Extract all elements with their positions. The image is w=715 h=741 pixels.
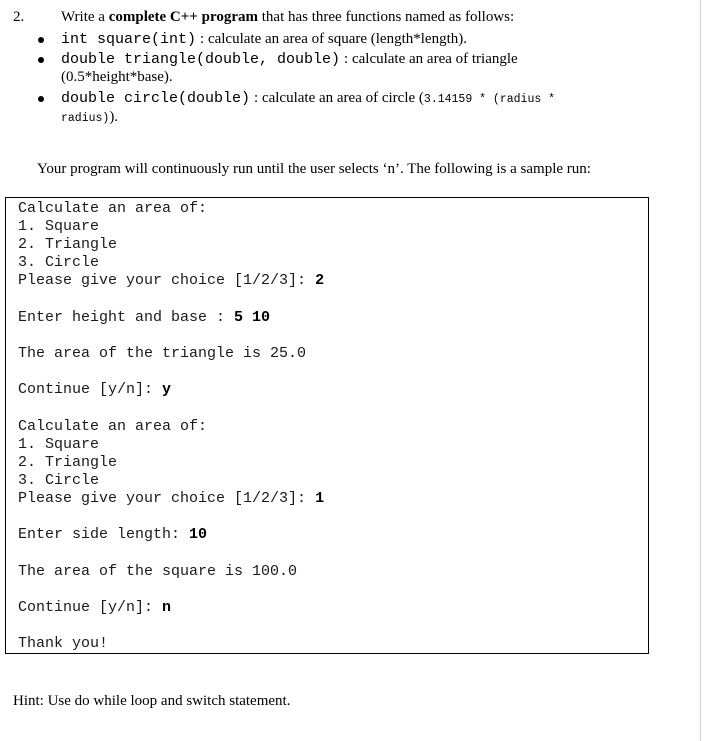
user-input: 5 10 (234, 309, 271, 326)
console-line: 2. Triangle (18, 236, 118, 253)
user-input: y (162, 381, 172, 398)
run-statement: Your program will continuously run until the user selects ‘n’. The following is a sample run: (37, 161, 591, 177)
bullet-circle-cont (61, 108, 118, 126)
intro-post: that has three functions named as follows: (258, 9, 515, 25)
intro-pre: Write a (61, 9, 109, 25)
console-line: Thank you! (18, 635, 109, 652)
console-line: 3. Circle (18, 472, 100, 489)
bullet-triangle-text: : calculate an area of triangle (344, 51, 518, 67)
bullet-triangle-text-cont: (0.5*height*base). (61, 69, 173, 85)
bullet-square-code: int square(int) (61, 31, 197, 48)
console-line: 1. Square (18, 436, 100, 453)
bullet-circle-code: double circle(double) (61, 90, 251, 107)
bullet-triangle (61, 50, 518, 68)
hint-text: Hint: Use do while loop and switch statement. (13, 693, 291, 709)
bullet-circle-inline-code2: radius) (61, 112, 110, 125)
console-line: Calculate an area of: (18, 418, 208, 435)
console-line: Please give your choice [1/2/3]: 1 (18, 490, 325, 507)
bullet-circle (61, 89, 555, 107)
console-line: The area of the square is 100.0 (18, 563, 298, 580)
console-line: The area of the triangle is 25.0 (18, 345, 307, 362)
console-line: Please give your choice [1/2/3]: 2 (18, 272, 325, 289)
bullet-dot-icon (38, 96, 44, 102)
console-line: Calculate an area of: (18, 200, 208, 217)
question-number: 2. (13, 9, 25, 25)
sample-run-box (5, 197, 649, 654)
bullet-dot-icon (38, 37, 44, 43)
bullet-circle-inline-code: 3.14159 * (radius * (423, 93, 556, 106)
bullet-square-text: : calculate an area of square (length*length). (200, 31, 467, 47)
console-line: Enter height and base : 5 10 (18, 309, 271, 326)
bullet-square (61, 30, 467, 48)
console-line: Enter side length: 10 (18, 526, 208, 543)
page-edge-divider (700, 0, 701, 741)
user-input: n (162, 599, 172, 616)
console-line: 1. Square (18, 218, 100, 235)
bullet-dot-icon (38, 57, 44, 63)
console-line: Continue [y/n]: n (18, 599, 172, 616)
bullet-circle-text: : calculate an area of circle ( (254, 90, 424, 106)
intro-bold: complete C++ program (108, 9, 258, 25)
bullet-circle-text-end: ). (109, 109, 119, 125)
user-input: 10 (189, 526, 208, 543)
user-input: 2 (315, 272, 325, 289)
question-intro (61, 9, 514, 26)
user-input: 1 (315, 490, 325, 507)
console-line: Continue [y/n]: y (18, 381, 172, 398)
console-line: 3. Circle (18, 254, 100, 271)
bullet-triangle-code: double triangle(double, double) (61, 51, 341, 68)
console-line: 2. Triangle (18, 454, 118, 471)
